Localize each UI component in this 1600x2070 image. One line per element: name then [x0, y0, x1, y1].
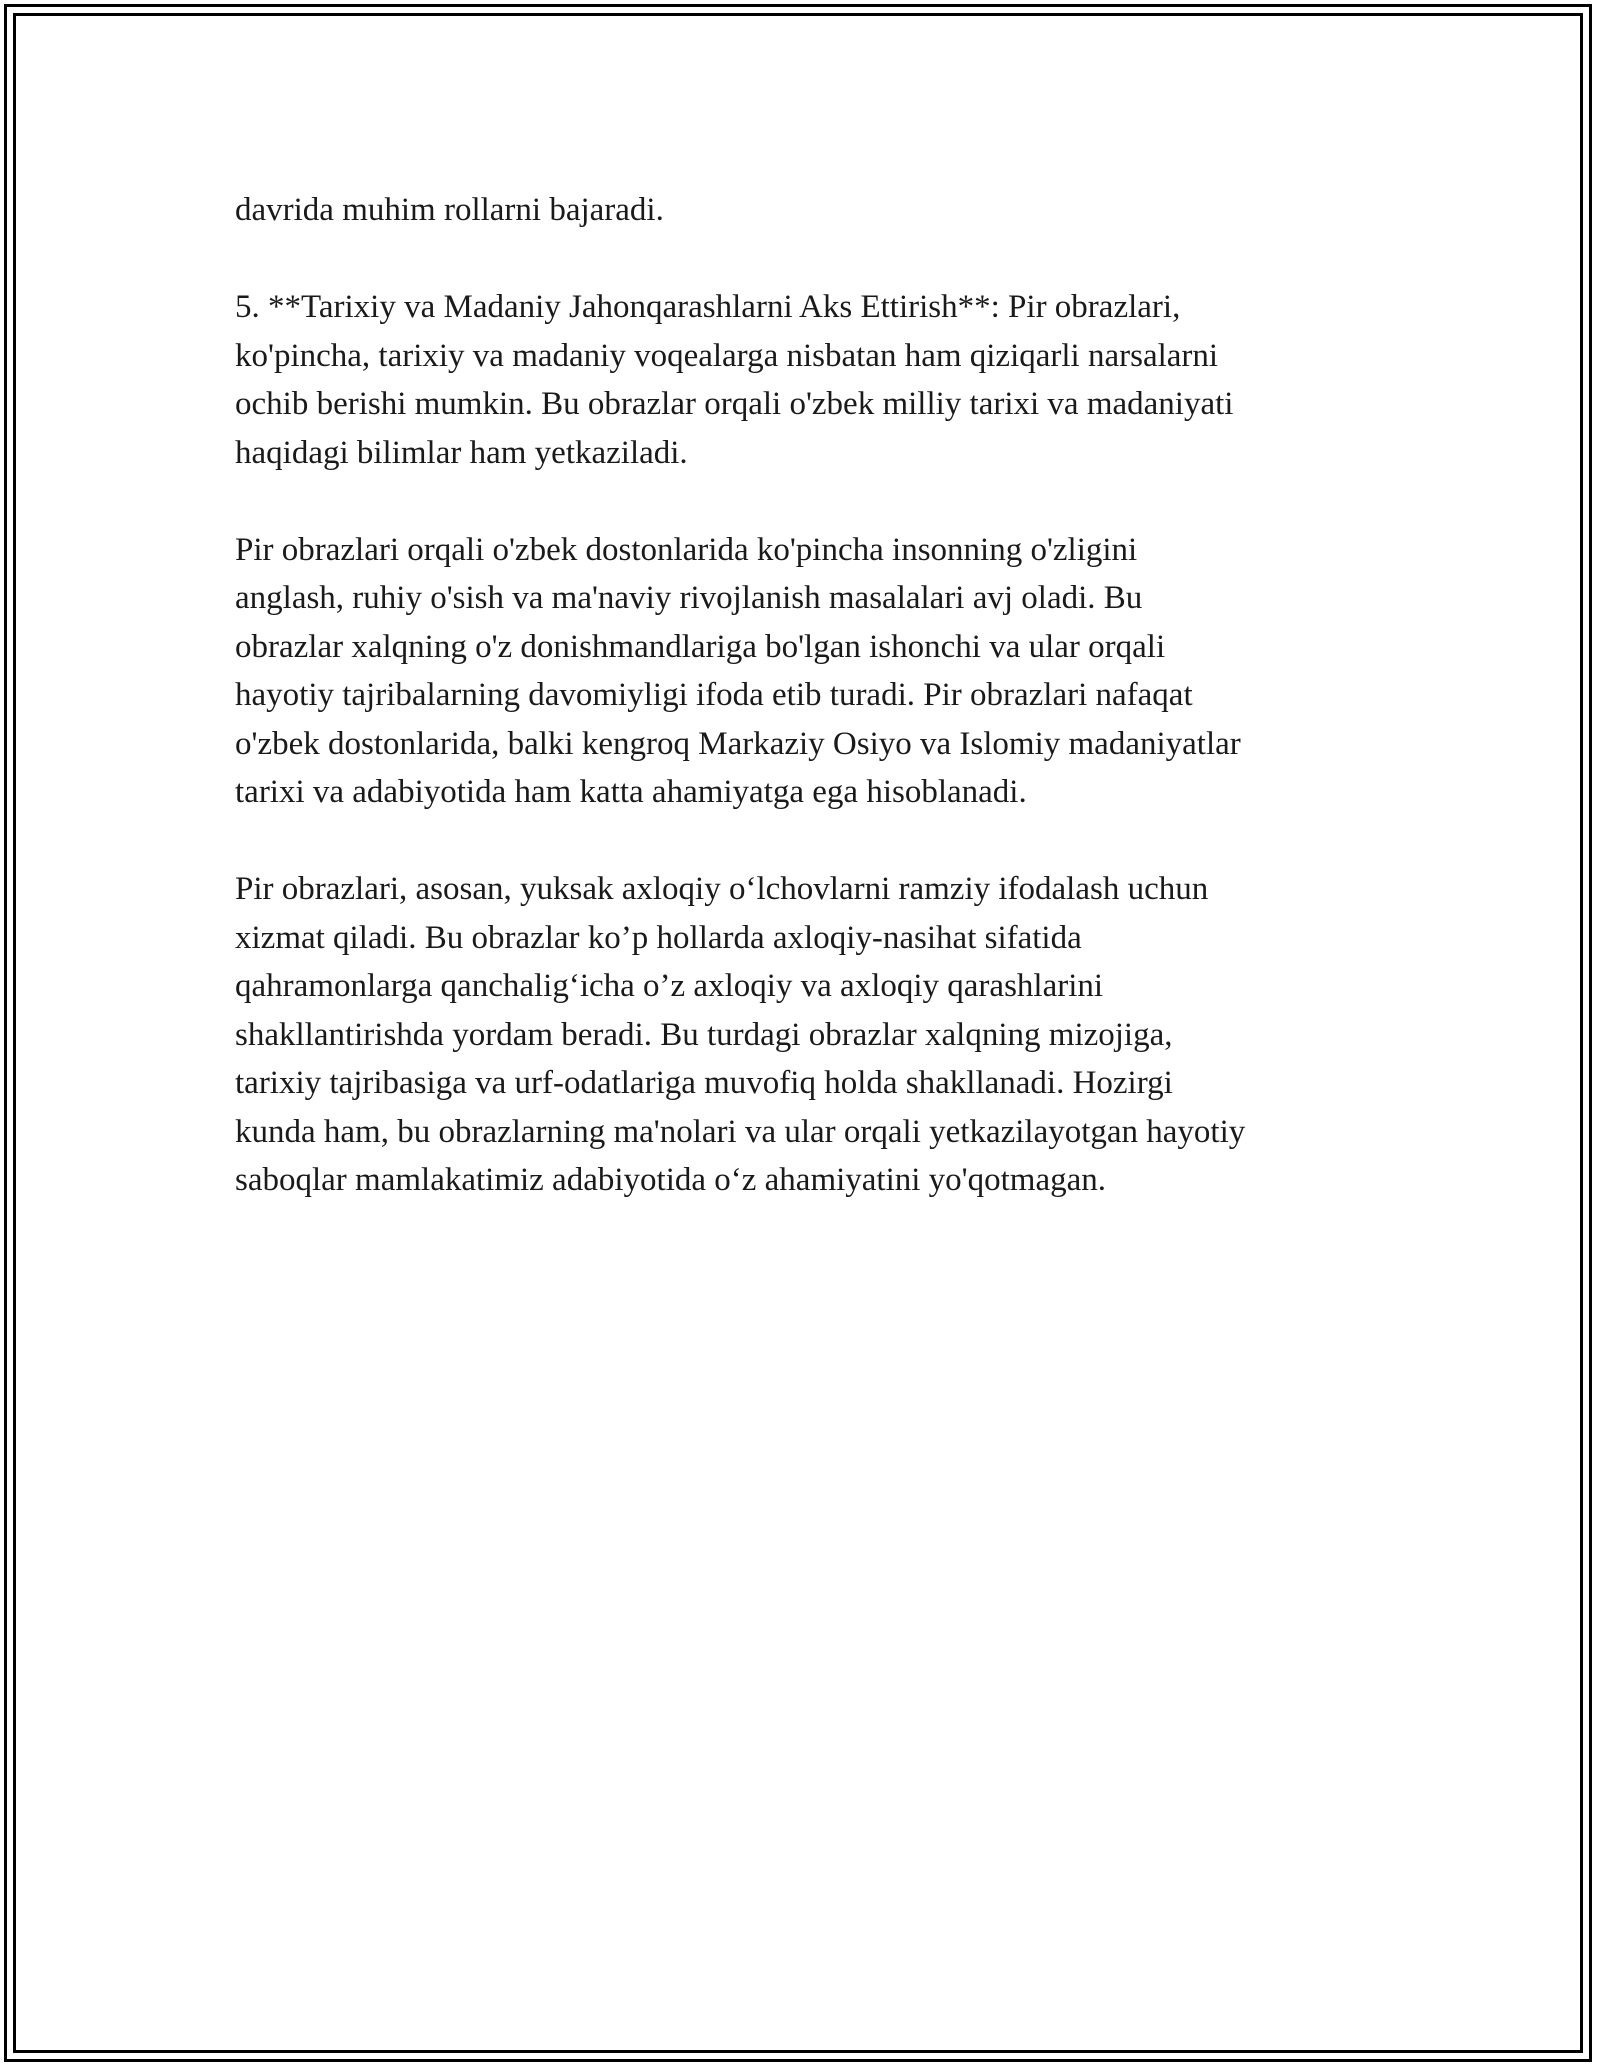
paragraph-pir-obrazlari-1: Pir obrazlari orqali o'zbek dostonlarida ko'pincha insonning o'zligini anglash, ruhiy o'sish va ma'naviy rivojlanish masalalari avj oladi. Bu obrazlar xalqning o'z donishmandlariga bo'lgan ishonchi va ular orqali hayotiy tajribalarning davomiyligi ifoda etib turadi. Pir obrazlari nafaqat o'zbek dostonlarida, balki kengroq Markaziy Osiyo va Islomiy madaniyatlar tarixi va adabiyotida ham katta ahamiyatga ega hisoblanadi. — [235, 531, 1241, 810]
paragraph-continuation: davrida muhim rollarni bajaradi. — [235, 192, 664, 228]
document-body — [235, 186, 1370, 1253]
paragraph-list-item-5: 5. **Tarixiy va Madaniy Jahonqarashlarni Aks Ettirish**: Pir obrazlari, ko'pincha, tarixiy va madaniy voqealarga nisbatan ham qiziqarli narsalarni ochib berishi mumkin. Bu obrazlar orqali o'zbek milliy tarixi va madaniyati haqidagi bilimlar ham yetkaziladi. — [235, 289, 1234, 471]
paragraph-pir-obrazlari-2: Pir obrazlari, asosan, yuksak axloqiy o‘lchovlarni ramziy ifodalash uchun xizmat qiladi. Bu obrazlar ko’p hollarda axloqiy-nasihat sifatida qahramonlarga qanchalig‘icha o’z axloqiy va axloqiy qarashlarini shakllantirishda yordam beradi. Bu turdagi obrazlar xalqning mizojiga, tarixiy tajribasiga va urf-odatlariga muvofiq holda shakllanadi. Hozirgi kunda ham, bu obrazlarning ma'nolari va ular orqali yetkazilayotgan hayotiy saboqlar mamlakatimiz adabiyotida o‘z ahamiyatini yo'qotmagan. — [235, 871, 1246, 1198]
